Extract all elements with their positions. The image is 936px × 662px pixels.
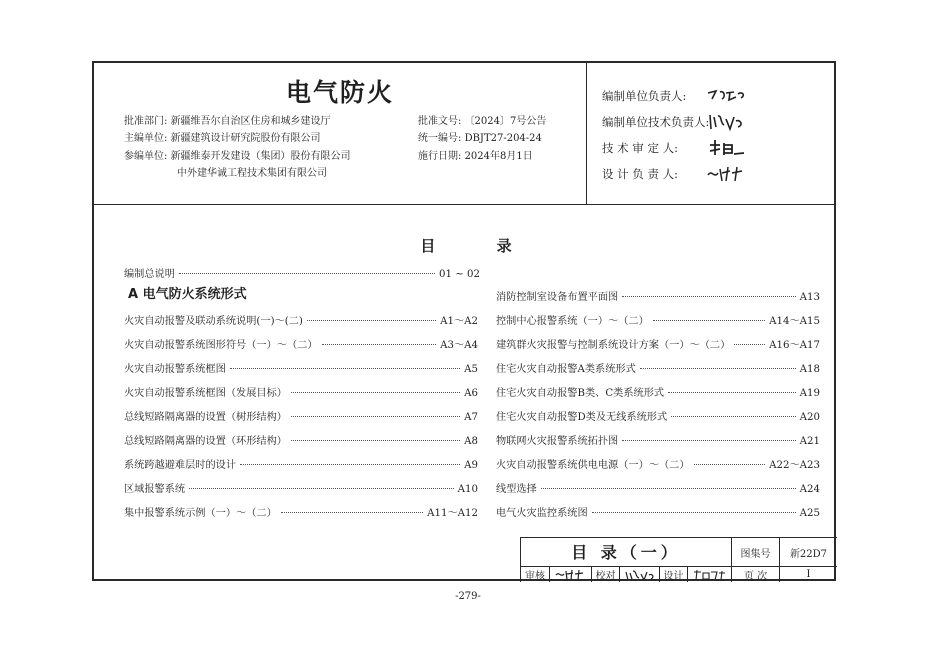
toc-entry[interactable]: 住宅火灾自动报警B类、C类系统形式 A19 — [496, 388, 820, 399]
toc-entry[interactable]: 住宅火灾自动报警A类系统形式 A18 — [496, 364, 820, 375]
resp-unit-head: 编制单位负责人: — [602, 85, 750, 107]
resp-tech-head: 编制单位技术负责人: — [602, 111, 750, 133]
toc-entry[interactable]: 物联网火灾报警系统拓扑图 A21 — [496, 436, 820, 447]
page-label: 页 次 — [731, 566, 779, 582]
toc-heading: 目 录 — [420, 237, 540, 255]
toc-entry[interactable]: 火灾自动报警系统图形符号（一）～（二） A3～A4 — [124, 340, 478, 351]
resp-design-head: 设 计 负 责 人: — [602, 163, 750, 185]
unified-code-line: 统一编号: DBJT27-204-24 — [418, 133, 542, 144]
page-value: I — [779, 566, 837, 582]
resp-tech-approver: 技 术 审 定 人: — [602, 137, 750, 159]
toc-entry[interactable]: 消防控制室设备布置平面图 A13 — [496, 292, 820, 303]
effective-date-line: 施行日期: 2024年8月1日 — [418, 151, 533, 162]
chief-unit-line: 主编单位: 新疆建筑设计研究院股份有限公司 — [124, 133, 321, 144]
participant-line: 参编单位: 新疆维泰开发建设（集团）股份有限公司 — [124, 151, 351, 162]
check-label: 校对 — [591, 566, 619, 582]
toc-entry[interactable]: 火灾自动报警系统供电电源（一）～（二） A22～A23 — [496, 460, 820, 471]
section-a-heading: A 电气防火系统形式 — [128, 287, 247, 302]
toc-entry[interactable]: 线型选择 A24 — [496, 484, 820, 495]
title-block-sign-row — [521, 566, 837, 582]
signature-mark — [704, 163, 750, 185]
header-info-panel — [94, 63, 587, 204]
signature-mark — [553, 568, 589, 581]
atlas-number: 新22D7 — [779, 538, 837, 566]
signature-mark — [623, 568, 657, 581]
doc-number-line: 批准文号: 〔2024〕7号公告 — [418, 116, 547, 127]
responsibility-panel — [586, 63, 834, 204]
review-label: 审核 — [525, 570, 545, 582]
review-signature — [549, 566, 591, 582]
check-signature — [619, 566, 659, 582]
toc-entry[interactable]: 火灾自动报警系统框图 A5 — [124, 364, 478, 375]
design-label: 设计 — [659, 566, 687, 582]
toc-entry[interactable]: 集中报警系统示例（一）～（二） A11～A12 — [124, 508, 478, 519]
design-signature — [687, 566, 731, 582]
atlas-label: 图集号 — [731, 538, 779, 566]
page-number: -279- — [455, 591, 481, 602]
toc-entry[interactable]: 火灾自动报警系统框图（发展目标） A6 — [124, 388, 478, 399]
toc-entry[interactable]: 火灾自动报警及联动系统说明(一)～(二) A1～A2 — [124, 316, 478, 327]
sheet-title: 目 录（一） — [571, 543, 681, 562]
toc-entry[interactable]: 电气火灾监控系统图 A25 — [496, 508, 820, 519]
signature-mark — [691, 568, 729, 581]
signature-mark — [704, 137, 750, 159]
document-title: 电气防火 — [285, 78, 394, 107]
participant-line-2: 中外建华诚工程技术集团有限公司 — [177, 168, 327, 179]
drawing-sheet — [92, 61, 836, 581]
signature-mark — [704, 85, 750, 107]
approver-line: 批准部门: 新疆维吾尔自治区住房和城乡建设厅 — [124, 116, 331, 127]
toc-entry[interactable]: 住宅火灾自动报警D类及无线系统形式 A20 — [496, 412, 820, 423]
toc-entry[interactable]: 系统跨越避难层时的设计 A9 — [124, 460, 478, 471]
toc-entry[interactable]: 建筑群火灾报警与控制系统设计方案（一）～（二） A16～A17 — [496, 340, 820, 351]
toc-entry[interactable]: 总线短路隔离器的设置（树形结构） A7 — [124, 412, 478, 423]
dot-leader — [179, 273, 435, 274]
signature-mark — [704, 111, 750, 133]
toc-entry[interactable]: 区域报警系统 A10 — [124, 484, 478, 495]
toc-entry[interactable]: 控制中心报警系统（一）～（二） A14～A15 — [496, 316, 820, 327]
title-block — [520, 537, 837, 582]
toc-general-entry[interactable]: 编制总说明 01 ~ 02 — [124, 269, 480, 280]
header-divider — [94, 204, 834, 205]
title-block-top-row — [521, 538, 837, 567]
toc-entry[interactable]: 总线短路隔离器的设置（环形结构） A8 — [124, 436, 478, 447]
